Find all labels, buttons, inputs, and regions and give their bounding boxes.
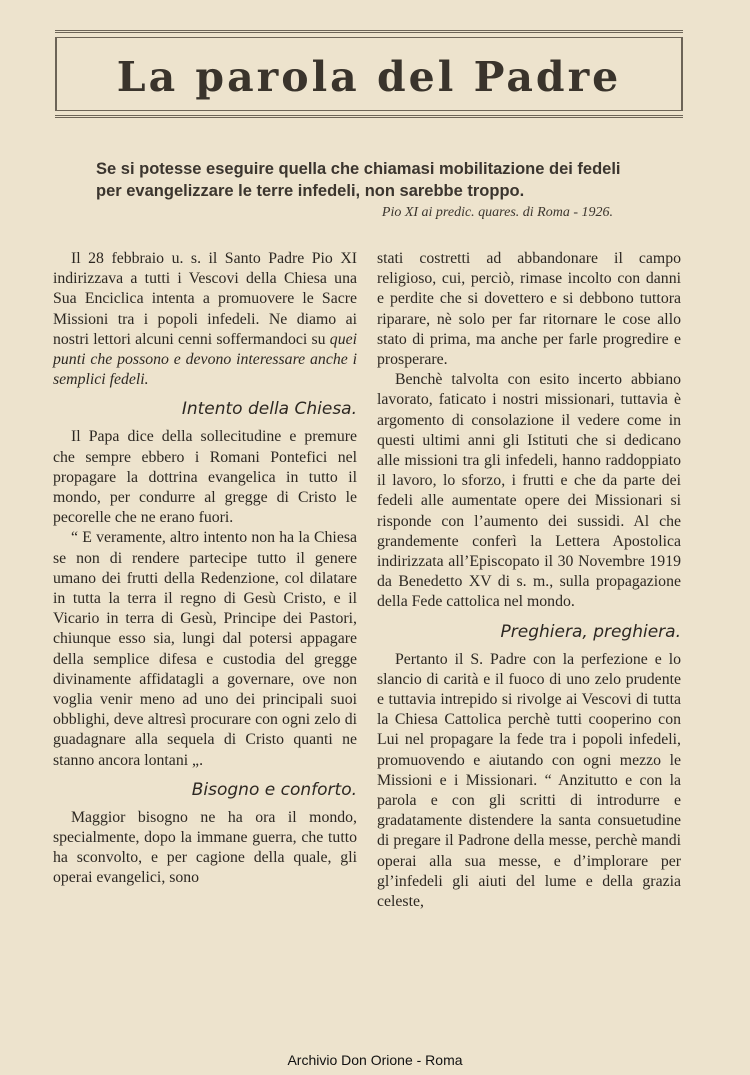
left-column xyxy=(53,249,357,889)
paragraph: Il Papa dice della sollecitudine e premure che sempre ebbero i Romani Pontefici nel propagare la dottrina evangelica in tutto il mondo, per condurre al gregge di Cristo le pecorelle che ne erano fuori. xyxy=(53,428,357,527)
page-title: La parola del Padre xyxy=(116,53,622,101)
paragraph: Maggior bisogno ne ha ora il mondo, specialmente, dopo la immane guerra, che tutto ha sconvolto, e per cagione della quale, gli operai evangelici, sono xyxy=(53,808,357,887)
paragraph: Pertanto il S. Padre con la perfezione e lo slancio di carità e il fuoco di uno zelo prudente e tuttavia intrepido si rivolge ai Vescovi di tutta la Chiesa Cattolica perchè tutti cooperino con Lui nel propagare la fede tra i popoli infedeli, promuovendo e aiutando con ogni mezzo le Missioni e i Missionari. “ Anzitutto e con la parola e con gli scritti di introdurre e gradatamente distendere la santa consuetudine di pregare il Padrone della messe, perchè mandi operai alla sua messe, e d’implorare per gl’infedeli gli aiuti del lume e della grazia celeste, xyxy=(377,650,681,911)
paragraph: “ E veramente, altro intento non ha la Chiesa se non di rendere partecipe tutto il genere umano dei frutti della Redenzione, col dilatare in tutta la terra il regno di Gesù Cristo, e il Vicario in terra di Gesù, Principe dei Pastori, chiunque esso sia, lungi dal potersi appagare della semplice difesa e custodia del gregge divinamente affidatagli a governare, ove non voglia venir meno ad uno dei principali suoi obblighi, deve altresì procurare con ogni zelo di guadagnare alla sequela di Cristo quanti ne stanno ancora lontani „. xyxy=(53,529,357,769)
paragraph xyxy=(53,249,357,390)
right-column xyxy=(377,249,681,912)
archive-footer: Archivio Don Orione - Roma xyxy=(287,1052,463,1068)
paragraph: Benchè talvolta con esito incerto abbiano lavorato, faticato i nostri missionari, tuttavia è argomento di consolazione il vedere come in questi ultimi anni gli Istituti che si dedicano alle missioni tra gli infedeli, hanno raddoppiato il lavoro, lo sforzo, i frutti e che da parte dei fedeli alle aumentate opere dei Missionari si risponde con l’aumento dei sussidi. Al che grandemente conferì la Lettera Apostolica indirizzata all’Episcopato il 30 Novembre 1919 da Benedetto XV di s. m., sulla propagazione della Fede cattolica nel mondo. xyxy=(377,371,681,611)
epigraph-attribution: Pio XI ai predic. quares. di Roma - 1926. xyxy=(381,205,613,220)
emphasis-text: quei punti che possono e devono interessare anche i semplici fedeli. xyxy=(53,330,357,389)
section-heading-preghiera: Preghiera, preghiera. xyxy=(500,621,681,642)
paragraph-text: Il 28 febbraio u. s. il Santo Padre Pio XI indirizzava a tutti i Vescovi della Chiesa una Sua Enciclica intenta a promuovere le Sacre Missioni tra i popoli infedeli. Ne diamo ai nostri lettori alcuni cenni soffermandoci su xyxy=(53,250,357,348)
section-heading-intento: Intento della Chiesa. xyxy=(181,399,357,420)
epigraph-quote: Se si potesse eseguire quella che chiamasi mobilitazione dei fedeli per evangelizzare le terre infedeli, non sarebbe troppo. xyxy=(96,160,621,200)
title-frame xyxy=(55,30,683,118)
section-heading-bisogno: Bisogno e conforto. xyxy=(191,779,357,800)
paragraph: stati costretti ad abbandonare il campo religioso, cui, perciò, rimase incolto con danni e perdite che si dovettero e si debbono tuttora riparare, nè solo per far ritornare le cose allo stato di prima, ma anche per farle progredire e prosperare. xyxy=(377,250,681,369)
